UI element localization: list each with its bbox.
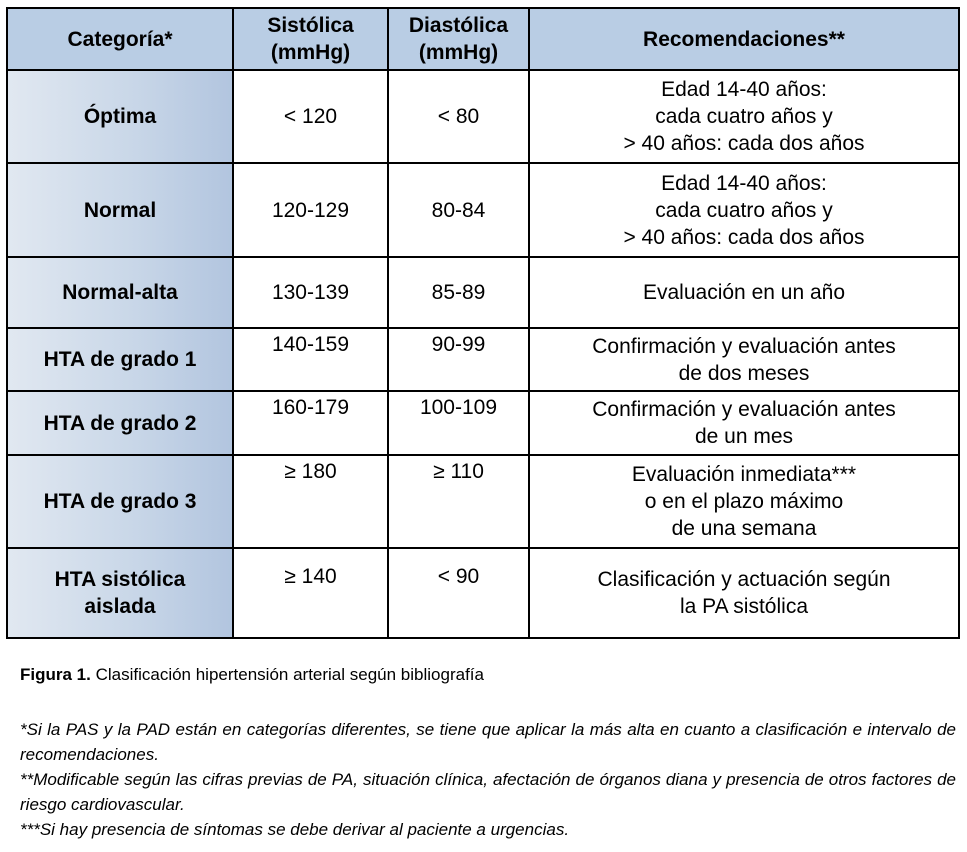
header-systolic-unit: (mmHg) xyxy=(270,41,351,64)
header-diastolic-unit: (mmHg) xyxy=(418,41,499,64)
recommendation-line: la PA sistólica xyxy=(680,595,808,618)
header-category: Categoría* xyxy=(7,8,233,70)
recommendation-line: Confirmación y evaluación antes xyxy=(592,398,896,421)
category-cell xyxy=(7,257,233,328)
category-line: HTA de grado 1 xyxy=(43,348,197,371)
table-row xyxy=(7,548,959,638)
category-line: HTA de grado 2 xyxy=(43,411,197,435)
table-row xyxy=(7,257,959,328)
diastolic-cell: < 90 xyxy=(388,548,529,638)
recommendation-line: Edad 14-40 años: xyxy=(661,171,827,195)
header-systolic xyxy=(233,8,388,70)
recommendation-cell xyxy=(529,391,959,455)
recommendation-line: Edad 14-40 años: xyxy=(661,78,827,101)
header-diastolic-line: Diastólica xyxy=(408,14,509,37)
category-cell xyxy=(7,391,233,455)
category-cell xyxy=(7,455,233,548)
recommendation-line: cada cuatro años y xyxy=(655,198,833,222)
diastolic-cell: < 80 xyxy=(388,70,529,163)
recommendation-cell xyxy=(529,548,959,638)
header-systolic-line: Sistólica xyxy=(267,14,354,37)
category-line: HTA sistólica xyxy=(54,568,186,591)
systolic-cell: ≥ 180 xyxy=(233,455,388,548)
diastolic-cell: 100-109 xyxy=(388,391,529,455)
footnotes xyxy=(20,717,956,842)
recommendation-cell xyxy=(529,163,959,257)
table-row xyxy=(7,391,959,455)
header-diastolic xyxy=(388,8,529,70)
recommendation-line: > 40 años: cada dos años xyxy=(623,225,865,249)
figure-caption-text: Clasificación hipertensión arterial según bibliografía xyxy=(90,665,484,684)
recommendation-line: Confirmación y evaluación antes xyxy=(592,334,896,358)
diastolic-cell: 80-84 xyxy=(388,163,529,257)
table-row xyxy=(7,163,959,257)
systolic-cell: 120-129 xyxy=(233,163,388,257)
recommendation-cell xyxy=(529,328,959,391)
category-cell xyxy=(7,70,233,163)
systolic-cell: 140-159 xyxy=(233,328,388,391)
footnote: **Modificable según las cifras previas de PA, situación clínica, afectación de órganos diana y presencia de otros factores de riesgo cardiovascular. xyxy=(20,770,956,814)
category-cell xyxy=(7,328,233,391)
recommendation-line: Evaluación inmediata*** xyxy=(631,463,857,486)
bp-classification-table xyxy=(6,7,960,639)
recommendation-cell xyxy=(529,70,959,163)
category-line: aislada xyxy=(84,595,156,618)
systolic-cell: 130-139 xyxy=(233,257,388,328)
diastolic-cell: 90-99 xyxy=(388,328,529,391)
recommendation-line: Clasificación y actuación según xyxy=(597,568,891,591)
diastolic-cell: ≥ 110 xyxy=(388,455,529,548)
table-row xyxy=(7,455,959,548)
category-line: Óptima xyxy=(83,105,157,128)
header-recommendations: Recomendaciones** xyxy=(529,8,959,70)
footnote: ***Si hay presencia de síntomas se debe derivar al paciente a urgencias. xyxy=(20,820,570,839)
recommendation-line: de dos meses xyxy=(678,361,810,385)
category-cell xyxy=(7,163,233,257)
recommendation-line: de un mes xyxy=(694,425,794,448)
diastolic-cell: 85-89 xyxy=(388,257,529,328)
figure-label: Figura 1. xyxy=(20,665,91,684)
table-row xyxy=(7,328,959,391)
category-line: HTA de grado 3 xyxy=(43,490,197,513)
recommendation-line: o en el plazo máximo xyxy=(644,490,844,513)
category-line: Normal xyxy=(83,198,157,222)
recommendation-line: cada cuatro años y xyxy=(655,105,833,128)
table-row xyxy=(7,70,959,163)
recommendation-line: > 40 años: cada dos años xyxy=(623,132,865,155)
figure-caption xyxy=(20,665,484,685)
category-line: Normal-alta xyxy=(62,281,178,304)
recommendation-line: de una semana xyxy=(671,517,817,540)
recommendation-line: Evaluación en un año xyxy=(643,281,845,304)
footnote: *Si la PAS y la PAD están en categorías diferentes, se tiene que aplicar la más alta en cuanto a clasificación e intervalo de recomendaciones. xyxy=(20,720,956,764)
category-cell xyxy=(7,548,233,638)
recommendation-cell xyxy=(529,257,959,328)
systolic-cell: < 120 xyxy=(233,70,388,163)
systolic-cell: ≥ 140 xyxy=(233,548,388,638)
recommendation-cell xyxy=(529,455,959,548)
header-row xyxy=(7,8,959,70)
systolic-cell: 160-179 xyxy=(233,391,388,455)
